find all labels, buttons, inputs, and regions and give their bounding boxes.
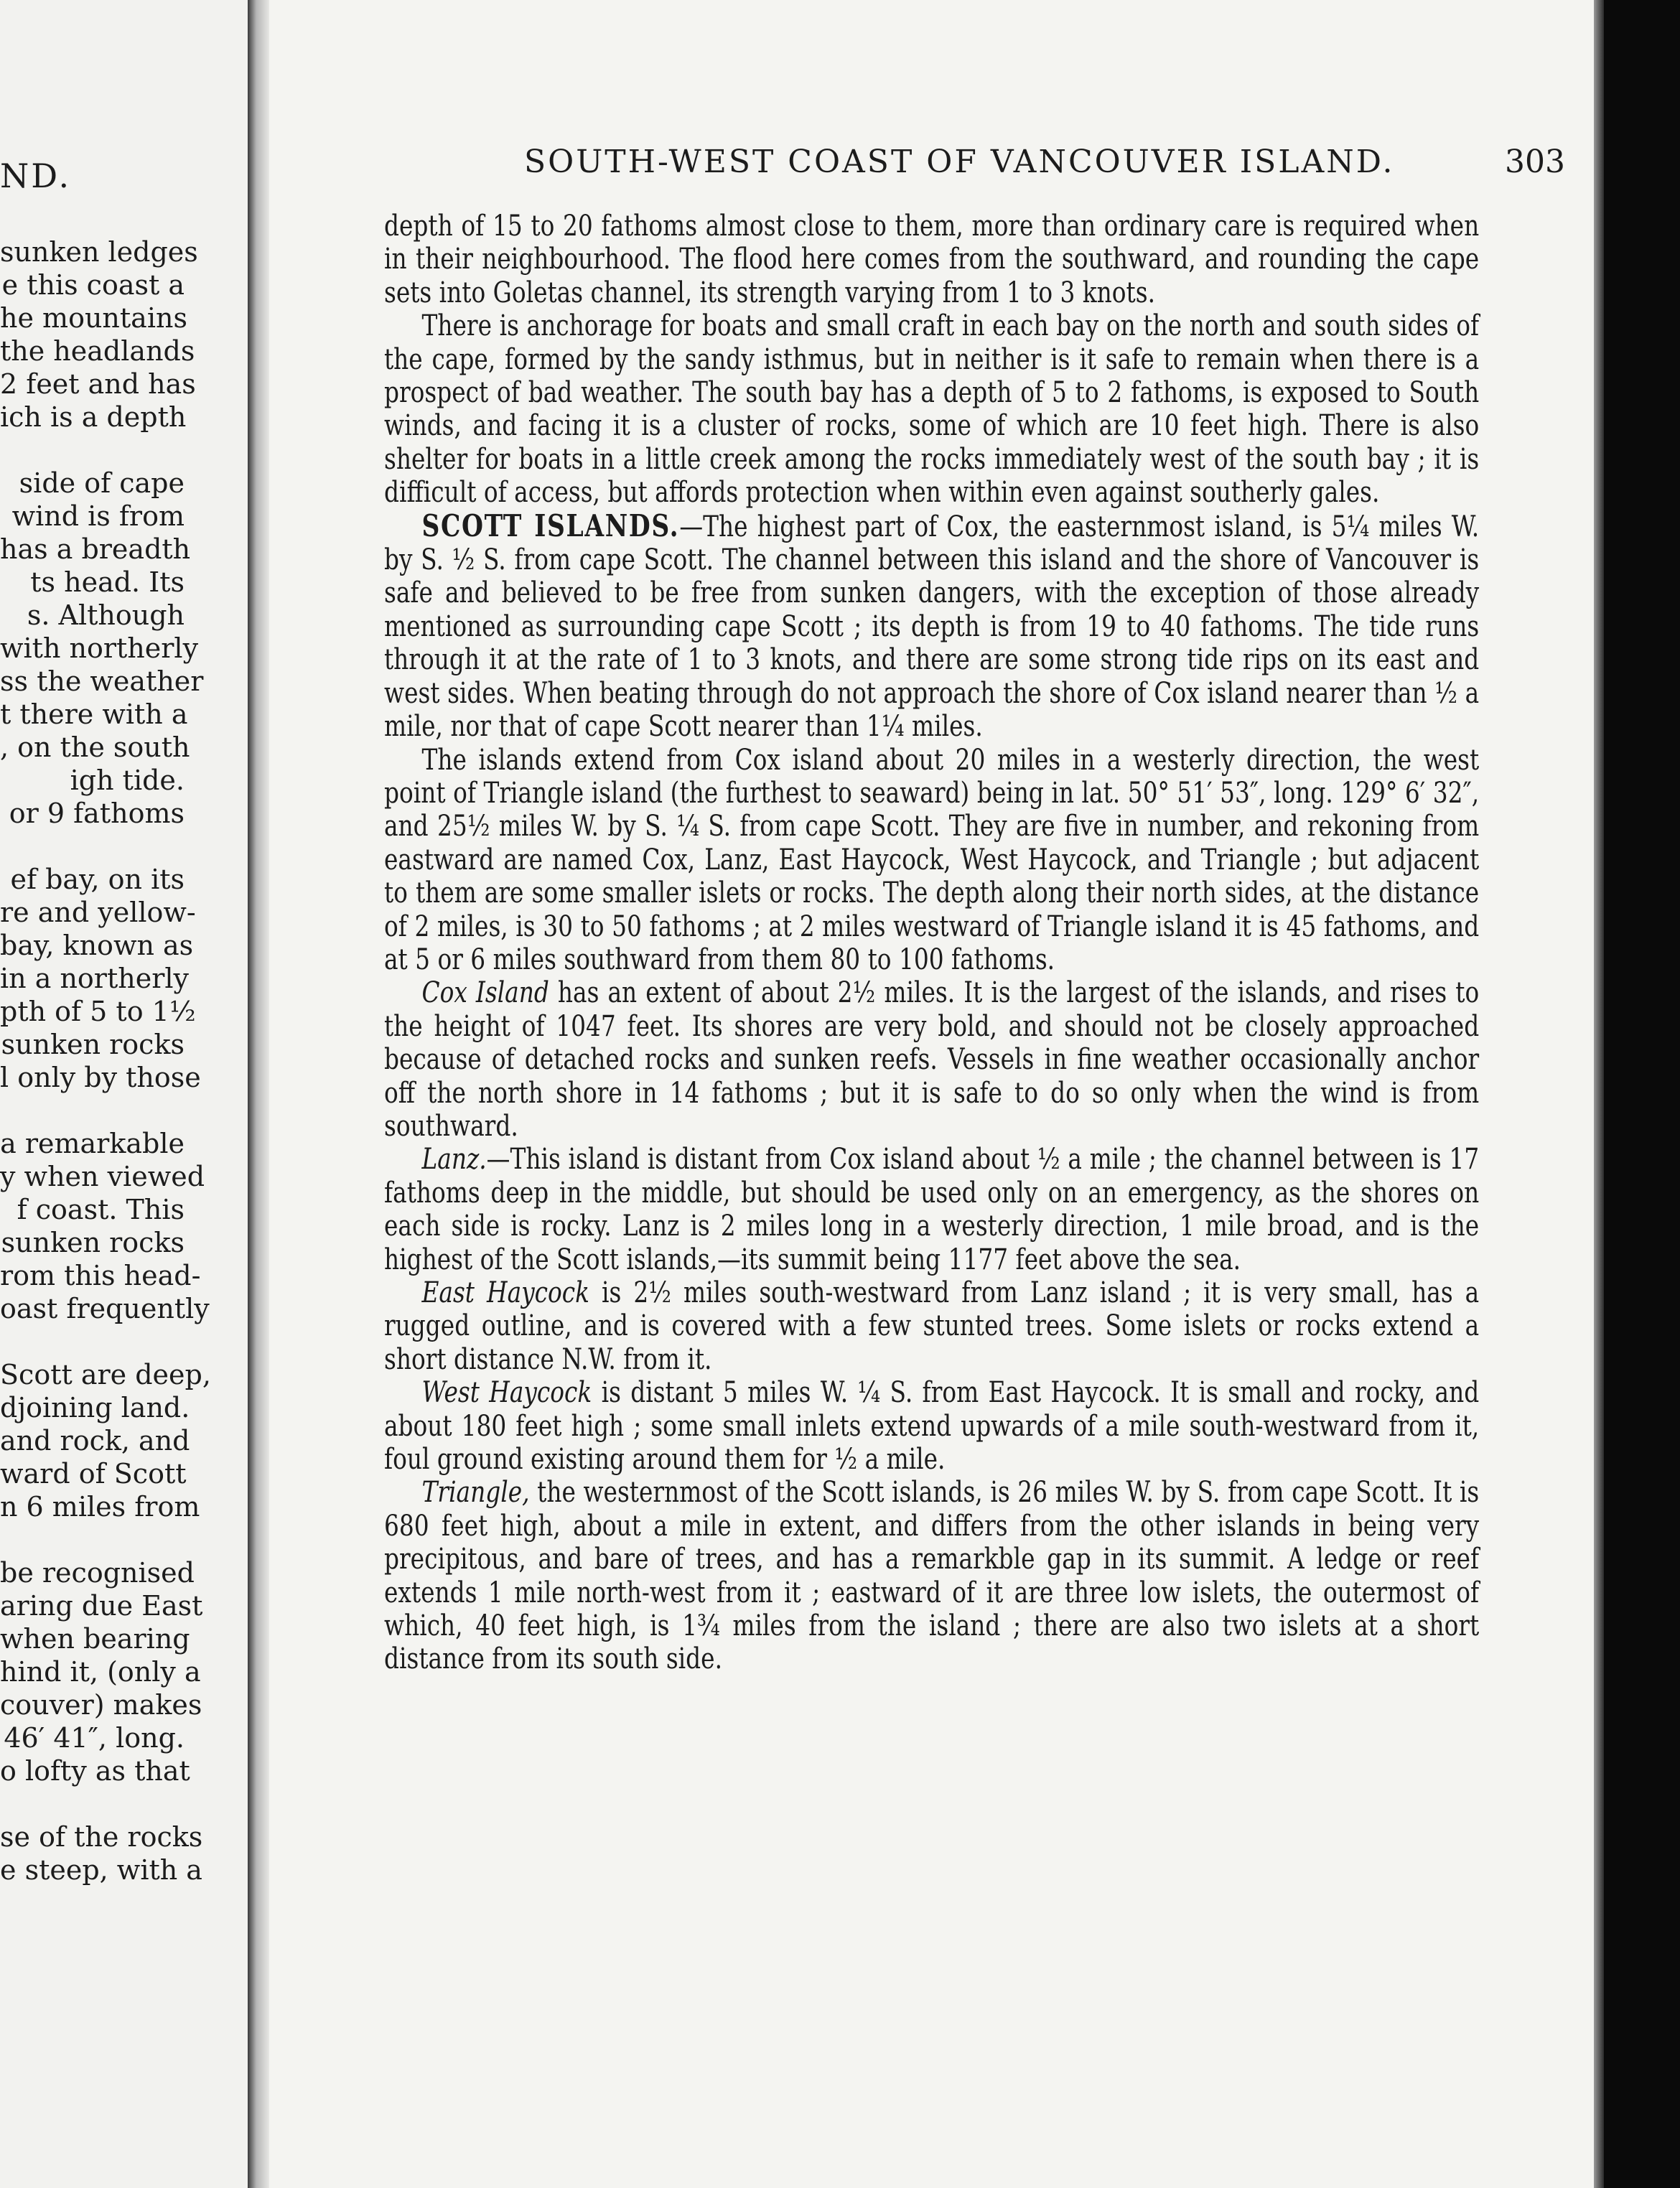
left-page-line: , on the south	[0, 731, 190, 763]
left-page-line: s. Although	[27, 599, 185, 631]
left-page-line: with northerly	[0, 632, 199, 664]
left-page-line: has a breadth	[0, 533, 191, 565]
left-page-line: oast frequently	[0, 1293, 210, 1324]
page-number: 303	[1505, 144, 1565, 180]
left-page-line: side of cape	[19, 467, 185, 499]
left-page-line: a remarkable	[0, 1128, 185, 1159]
left-page-line: o lofty as that	[0, 1755, 190, 1787]
left-page-line: hind it, (only a	[0, 1656, 201, 1688]
west-haycock-text: is distant 5 miles W. ¼ S. from East Haycock. It is small and rocky, and about 180 feet high ; some small inlets extend upwards of a mile south-westward from it, foul ground existing around them for ½ a mile.	[384, 1376, 1480, 1477]
left-page-line: or 9 fathoms	[9, 798, 185, 829]
left-page-line: e this coast a	[1, 269, 185, 301]
book-gutter	[248, 0, 269, 2188]
triangle-name: Triangle,	[421, 1476, 530, 1510]
paragraph-anchorage: There is anchorage for boats and small craft in each bay on the north and south sides of the cape, formed by the sandy isthmus, but in neither is it safe to remain when there is a prospect of bad weather. The south bay has a depth of 5 to 2 fathoms, is exposed to South winds, and facing it is a cluster of rocks, some of which are 10 feet high. There is also shelter for boats in a little creek among the rocks immediately west of the south bay ; it is difficult of access, but affords protection when within even against southerly gales.	[384, 309, 1480, 510]
left-page-line: couver) makes	[0, 1689, 202, 1721]
left-page-line: ef bay, on its	[10, 864, 185, 895]
left-page-line: rom this head-	[0, 1260, 201, 1291]
cox-island-name: Cox Island	[421, 976, 549, 1010]
paragraph-lanz	[384, 1143, 1479, 1276]
lanz-name: Lanz.	[421, 1143, 487, 1177]
left-page-line: bay, known as	[0, 930, 194, 961]
left-page-line: f coast. This	[17, 1194, 185, 1225]
left-page-line: be recognised	[0, 1557, 195, 1589]
left-page-line: re and yellow-	[0, 897, 196, 928]
section-heading-scott-islands: SCOTT ISLANDS.	[421, 508, 680, 543]
left-page-line: Scott are deep,	[0, 1359, 211, 1390]
left-page-line: djoining land.	[0, 1392, 190, 1423]
left-running-head-fragment: ND.	[0, 156, 72, 195]
left-page-line: ss the weather	[0, 665, 204, 697]
east-haycock-name: East Haycock	[421, 1276, 590, 1309]
paragraph-east-haycock	[384, 1276, 1479, 1376]
left-page-line: he mountains	[0, 302, 187, 334]
cox-island-text: has an extent of about 2½ miles. It is the largest of the islands, and rises to the height of 1047 feet. Its shores are very bold, and should not be closely approached because of detached rocks and sunken reefs. Vessels in fine weather occasionally anchor off the north shore in 14 fathoms ; but it is safe to do so only when the wind is from southward.	[384, 976, 1480, 1143]
left-page-line: se of the rocks	[0, 1821, 203, 1853]
running-head-title: SOUTH-WEST COAST OF VANCOUVER ISLAND.	[524, 144, 1395, 180]
left-page-line: sunken rocks	[1, 1029, 185, 1060]
lanz-text: —This island is distant from Cox island about ½ a mile ; the channel between is 17 fathoms deep in the middle, but should be used only on an emergency, as the shores on each side is rocky. Lanz is 2 miles long in a westerly direction, 1 mile broad, and is the highest of the Scott islands,—its summit being 1177 feet above the sea.	[384, 1143, 1480, 1276]
left-page	[0, 0, 251, 2188]
left-page-line: l only by those	[0, 1062, 201, 1093]
west-haycock-name: West Haycock	[421, 1376, 592, 1410]
scott-islands-text: —The highest part of Cox, the easternmost island, is 5¼ miles W. by S. ½ S. from cape Scott. The channel between this island and the shore of Vancouver is safe and believed to be free from sunken dangers, with the exception of those already mentioned as surrounding cape Scott ; its depth is from 19 to 40 fathoms. The tide runs through it at the rate of 1 to 3 knots, and there are some strong tide rips on its east and west sides. When beating through do not approach the shore of Cox island nearer than ½ a mile, nor that of cape Scott nearer than 1¼ miles.	[384, 510, 1480, 744]
left-page-line: in a northerly	[0, 963, 189, 994]
left-page-line: ts head. Its	[30, 566, 185, 598]
scan-background-edge	[1594, 0, 1680, 2188]
left-page-line: when bearing	[0, 1623, 190, 1655]
left-page-line: ward of Scott	[0, 1458, 187, 1490]
left-page-line: the headlands	[0, 335, 195, 367]
paragraph-triangle	[384, 1476, 1479, 1675]
paragraph-cox-island	[384, 976, 1479, 1143]
left-page-line: sunken ledges	[0, 236, 198, 268]
left-page-line: igh tide.	[70, 765, 185, 796]
left-page-line: sunken rocks	[1, 1227, 185, 1258]
east-haycock-text: is 2½ miles south-westward from Lanz island ; it is very small, has a rugged outline, and is covered with a few stunted trees. Some islets or rocks extend a short distance N.W. from it.	[384, 1276, 1480, 1376]
left-page-line: y when viewed	[0, 1161, 205, 1192]
running-head	[524, 144, 1565, 187]
paragraph-continuation: depth of 15 to 20 fathoms almost close to them, more than ordinary care is required when in their neighbourhood. The flood here comes from the southward, and rounding the cape sets into Goletas channel, its strength varying from 1 to 3 knots.	[384, 210, 1480, 309]
right-page	[269, 0, 1594, 2188]
left-page-line: ich is a depth	[0, 401, 187, 433]
left-page-line: t there with a	[0, 698, 188, 730]
left-page-line: and rock, and	[0, 1425, 190, 1457]
left-page-line: aring due East	[0, 1590, 203, 1622]
paragraph-west-haycock	[384, 1376, 1479, 1476]
left-page-line: wind is from	[11, 500, 185, 532]
left-page-line: n 6 miles from	[0, 1491, 200, 1523]
paragraph-islands-extent: The islands extend from Cox island about 20 miles in a westerly direction, the west point of Triangle island (the furthest to seaward) being in lat. 50° 51′ 53″, long. 129° 6′ 32″, and 25½ miles W. by S. ¼ S. from cape Scott. They are five in number, and rekoning from eastward are named Cox, Lanz, East Haycock, West Haycock, and Triangle ; but adjacent to them are some smaller islets or rocks. The depth along their north sides, at the distance of 2 miles, is 30 to 50 fathoms ; at 2 miles westward of Triangle island it is 45 fathoms, and at 5 or 6 miles southward from them 80 to 100 fathoms.	[384, 743, 1480, 976]
body-text	[384, 210, 1479, 1676]
left-page-line: 46′ 41″, long.	[4, 1722, 185, 1754]
left-page-line: pth of 5 to 1½	[0, 996, 196, 1027]
left-page-line: e steep, with a	[0, 1854, 202, 1886]
paragraph-scott-islands	[384, 510, 1479, 744]
triangle-text: the westernmost of the Scott islands, is 26 miles W. by S. from cape Scott. It is 680 feet high, about a mile in extent, and differs from the other islands in being very precipitous, and bare of trees, and has a remarkble gap in its summit. A ledge or reef extends 1 mile north-west from it ; eastward of it are three low islets, the outermost of which, 40 feet high, is 1¾ miles from the island ; there are also two islets at a short distance from its south side.	[384, 1476, 1480, 1676]
left-page-line: 2 feet and has	[0, 368, 196, 400]
